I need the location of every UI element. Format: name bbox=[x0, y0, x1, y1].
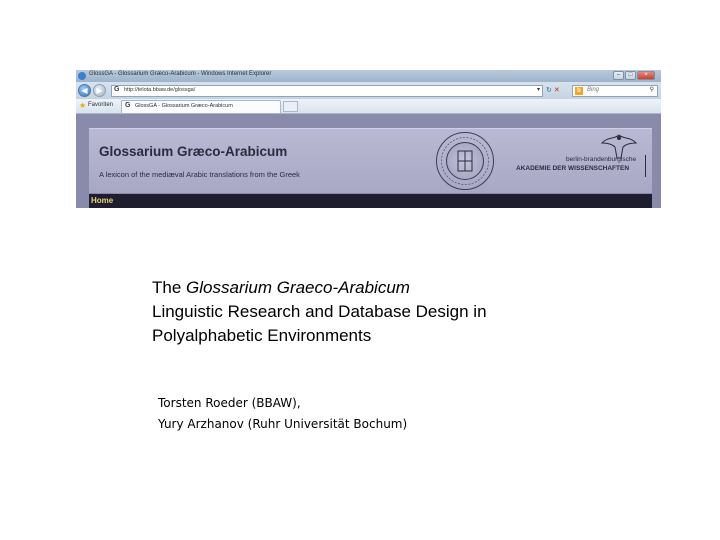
address-bar[interactable] bbox=[111, 85, 543, 97]
author-line: Yury Arzhanov (Ruhr Universität Bochum) bbox=[158, 417, 408, 431]
new-tab-button[interactable] bbox=[283, 101, 298, 112]
tab-glossga[interactable] bbox=[121, 100, 281, 113]
search-icon[interactable]: ⚲ bbox=[649, 87, 654, 93]
address-text: http://telota.bbaw.de/glossga/ bbox=[124, 87, 196, 93]
window-title: GlossGA - Glossarium Græco-Arabicum - Windows Internet Explorer bbox=[89, 71, 272, 77]
site-banner bbox=[89, 128, 652, 193]
search-input[interactable] bbox=[572, 85, 658, 97]
academy-name-line1: berlin-brandenburgische bbox=[566, 156, 637, 163]
minimize-icon[interactable]: – bbox=[613, 71, 624, 80]
bing-icon: b bbox=[575, 87, 583, 95]
slide-title bbox=[152, 276, 622, 348]
nav-home-link[interactable]: Home bbox=[91, 196, 114, 205]
site-favicon-icon: G bbox=[114, 86, 120, 93]
refresh-stop-icons[interactable]: ↻ ✕ bbox=[546, 87, 560, 94]
academy-name-line2: AKADEMIE DER WISSENSCHAFTEN bbox=[516, 165, 630, 172]
favorites-star-icon[interactable]: ★ bbox=[79, 101, 87, 110]
author-line: Torsten Roeder (BBAW), bbox=[158, 396, 301, 410]
stop-icon[interactable]: ✕ bbox=[553, 87, 560, 94]
university-seal-icon bbox=[436, 132, 494, 190]
title-line-2: Linguistic Research and Database Design in bbox=[152, 302, 487, 321]
title-line-3: Polyalphabetic Environments bbox=[152, 326, 372, 345]
site-title: Glossarium Græco-Arabicum bbox=[99, 144, 288, 159]
dropdown-arrow-icon[interactable]: ▾ bbox=[536, 87, 540, 93]
title-line-1: The Glossarium Graeco-Arabicum bbox=[152, 278, 410, 297]
maximize-icon[interactable]: □ bbox=[625, 71, 636, 80]
back-button[interactable]: ◀ bbox=[78, 84, 91, 97]
forward-button[interactable]: ▶ bbox=[93, 84, 106, 97]
window-titlebar bbox=[76, 70, 661, 82]
site-subtitle: A lexicon of the mediæval Arabic translations from the Greek bbox=[99, 170, 300, 179]
tab-label: GlossGA - Glossarium Græco-Arabicum bbox=[135, 103, 233, 109]
site-nav-bar bbox=[89, 194, 652, 208]
close-icon[interactable]: × bbox=[637, 71, 655, 80]
ie-logo-icon bbox=[78, 72, 86, 80]
favorites-bar bbox=[76, 99, 661, 114]
search-placeholder: Bing bbox=[587, 87, 600, 93]
logo-divider bbox=[645, 155, 646, 177]
author-list bbox=[158, 393, 407, 435]
title-italic: Glossarium Graeco-Arabicum bbox=[186, 278, 410, 297]
tab-favicon-icon: G bbox=[125, 102, 131, 109]
webpage-content bbox=[76, 114, 661, 208]
browser-screenshot bbox=[76, 70, 661, 208]
favorites-button[interactable]: Favoriten bbox=[88, 102, 114, 108]
address-toolbar bbox=[76, 82, 661, 99]
